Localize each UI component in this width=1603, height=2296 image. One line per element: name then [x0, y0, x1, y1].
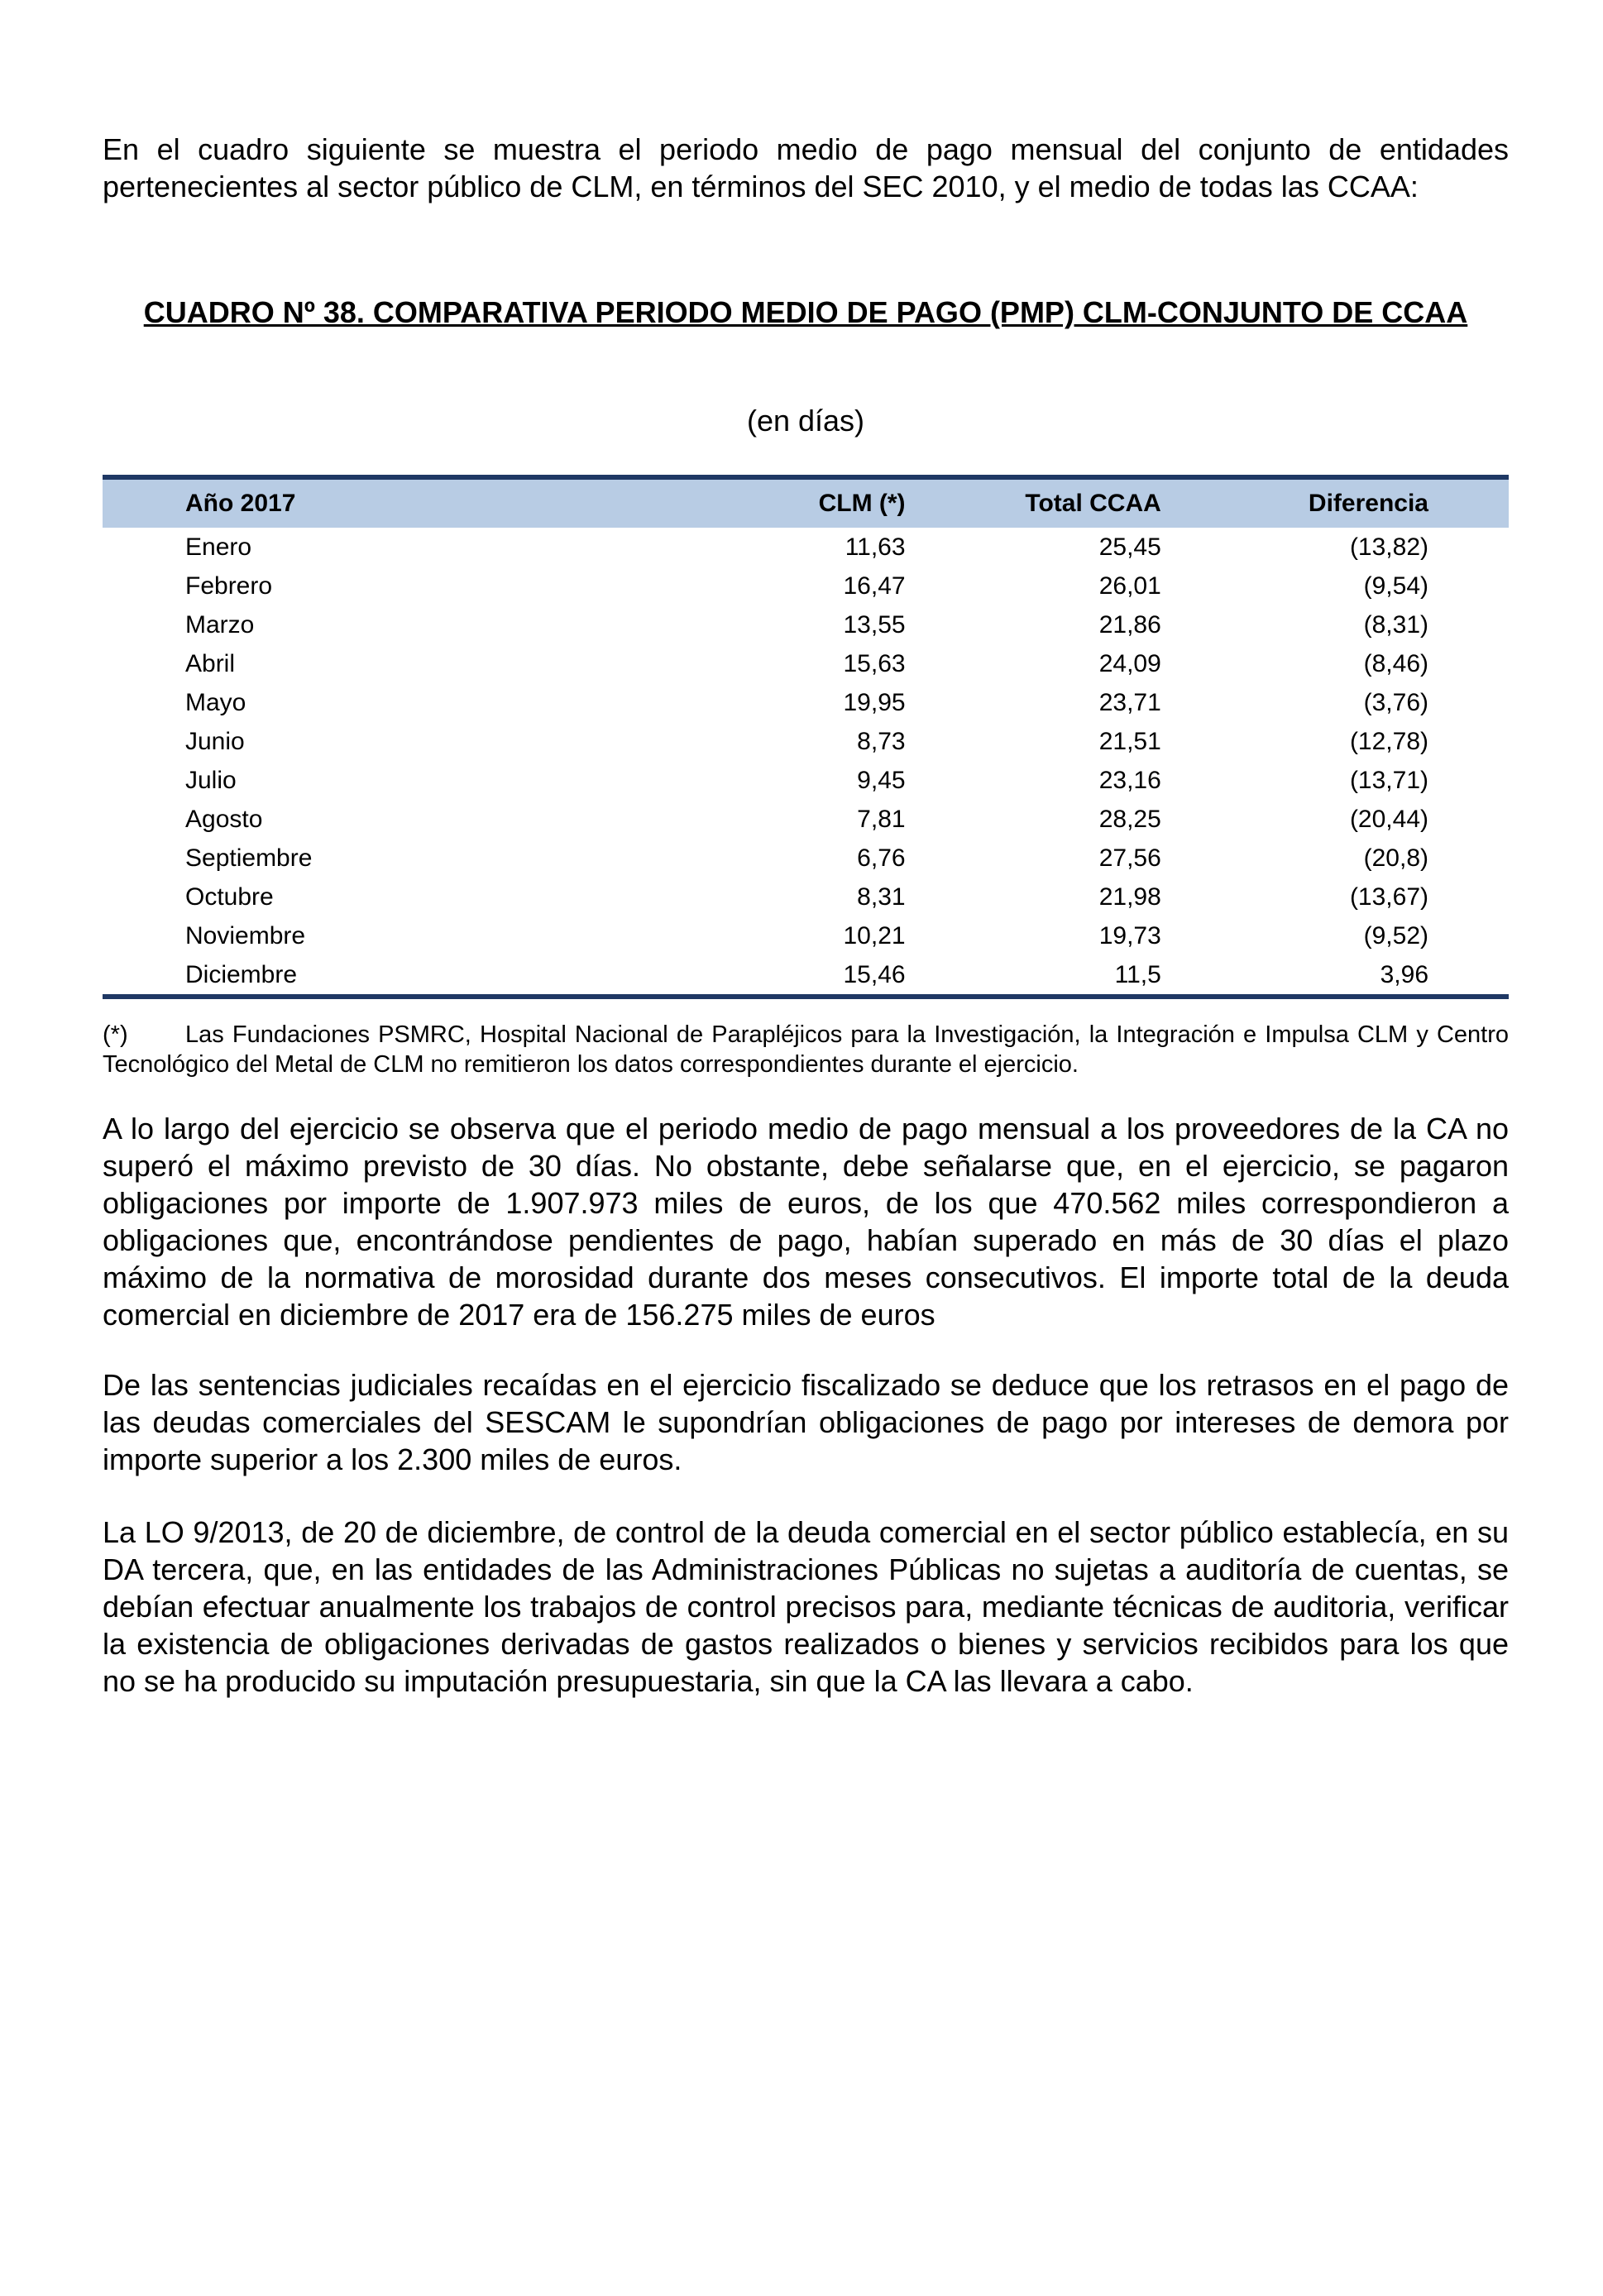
row-month: Julio: [185, 766, 237, 794]
table-row: [103, 644, 1509, 683]
row-diferencia: (9,52): [1363, 921, 1428, 949]
row-diferencia: (3,76): [1363, 688, 1428, 716]
row-month: Febrero: [185, 572, 273, 600]
row-month: Junio: [185, 727, 245, 755]
row-month: Agosto: [185, 805, 263, 833]
body-paragraph-3: La LO 9/2013, de 20 de diciembre, de control de la deuda comercial en el sector público establecía, en su DA tercera, que, en las entidades de las Administraciones Públicas no sujetas a auditoría de cuentas, se debían efectuar anualmente los trabajos de control precisos para, mediante técnicas de auditoria, verificar la existencia de obligaciones derivadas de gastos realizados o bienes y servicios recibidos para los que no se ha producido su imputación presupuestaria, sin que la CA las llevara a cabo.: [103, 1515, 1509, 1698]
body-paragraph-1: A lo largo del ejercicio se observa que el periodo medio de pago mensual a los proveedores de la CA no superó el máximo previsto de 30 días. No obstante, debe señalarse que, en el ejercicio, se pagaron obligaciones por importe de 1.907.973 miles de euros, de los que 470.562 miles correspondieron a obligaciones que, encontrándose pendientes de pago, habían superado en más de 30 días el plazo máximo de la normativa de morosidad durante dos meses consecutivos. El importe total de la deuda comercial en diciembre de 2017 era de 156.275 miles de euros: [103, 1112, 1509, 1332]
table-row: [103, 878, 1509, 916]
row-total-ccaa: 21,51: [1098, 727, 1161, 755]
row-total-ccaa: 24,09: [1098, 649, 1161, 677]
row-clm: 19,95: [843, 688, 906, 716]
row-month: Marzo: [185, 610, 255, 639]
row-clm: 10,21: [843, 921, 906, 949]
row-clm: 11,63: [845, 533, 906, 561]
table-title: CUADRO Nº 38. COMPARATIVA PERIODO MEDIO DE PAGO (PMP) CLM-CONJUNTO DE CCAA: [143, 295, 1468, 329]
table-header-row: [103, 477, 1509, 528]
intro-paragraph: En el cuadro siguiente se muestra el periodo medio de pago mensual del conjunto de entidades pertenecientes al sector público de CLM, en términos del SEC 2010, y el medio de todas las CCAA:: [103, 132, 1509, 203]
table-row: [103, 916, 1509, 955]
row-diferencia: (13,67): [1349, 883, 1428, 911]
row-total-ccaa: 26,01: [1098, 572, 1161, 600]
row-month: Septiembre: [185, 844, 313, 872]
table-row: [103, 761, 1509, 800]
table-row: [103, 683, 1509, 722]
table-subtitle: (en días): [746, 404, 865, 438]
row-diferencia: (13,82): [1349, 533, 1428, 561]
table-row: [103, 528, 1509, 567]
row-clm: 9,45: [857, 766, 906, 794]
table-row: [103, 605, 1509, 644]
row-total-ccaa: 23,16: [1098, 766, 1161, 794]
row-clm: 8,73: [857, 727, 906, 755]
row-total-ccaa: 27,56: [1098, 844, 1161, 872]
table-row: [103, 839, 1509, 878]
row-total-ccaa: 21,86: [1098, 610, 1161, 639]
header-year: Año 2017: [103, 477, 620, 528]
row-clm: 16,47: [843, 572, 906, 600]
row-diferencia: (12,78): [1349, 727, 1428, 755]
header-total-ccaa: Total CCAA: [906, 477, 1161, 528]
row-diferencia: (9,54): [1363, 572, 1428, 600]
row-month: Abril: [185, 649, 236, 677]
row-month: Diciembre: [103, 955, 620, 997]
row-total-ccaa: 11,5: [906, 955, 1161, 997]
table-row: [103, 722, 1509, 761]
row-clm: 13,55: [843, 610, 906, 639]
body-paragraph-2: De las sentencias judiciales recaídas en el ejercicio fiscalizado se deduce que los retrasos en el pago de las deudas comerciales del SESCAM le supondrían obligaciones de pago por intereses de demora por importe superior a los 2.300 miles de euros.: [103, 1368, 1509, 1476]
row-total-ccaa: 28,25: [1098, 805, 1161, 833]
row-month: Mayo: [185, 688, 246, 716]
table-row: [103, 955, 1509, 997]
row-clm: 7,81: [857, 805, 906, 833]
table-footnote: [103, 1020, 1509, 1079]
row-total-ccaa: 23,71: [1098, 688, 1161, 716]
row-clm: 15,46: [620, 955, 906, 997]
row-diferencia: 3,96: [1161, 955, 1509, 997]
row-diferencia: (8,46): [1363, 649, 1428, 677]
footnote-mark: (*): [103, 1021, 128, 1048]
row-month: Enero: [185, 533, 252, 561]
table-row: [103, 800, 1509, 839]
row-total-ccaa: 19,73: [1098, 921, 1161, 949]
row-diferencia: (13,71): [1349, 766, 1428, 794]
footnote-text: Las Fundaciones PSMRC, Hospital Nacional de Parapléjicos para la Investigación, la Integración e Impulsa CLM y Centro Tecnológico del Metal de CLM no remitieron los datos correspondientes durante el ejercicio.: [103, 1021, 1509, 1078]
row-diferencia: (8,31): [1363, 610, 1428, 639]
pmp-table: [103, 475, 1509, 999]
row-month: Noviembre: [185, 921, 306, 949]
row-total-ccaa: 21,98: [1098, 883, 1161, 911]
row-clm: 8,31: [857, 883, 906, 911]
row-diferencia: (20,44): [1349, 805, 1428, 833]
row-clm: 6,76: [857, 844, 906, 872]
row-total-ccaa: 25,45: [1098, 533, 1161, 561]
row-month: Octubre: [185, 883, 274, 911]
header-clm: CLM (*): [620, 477, 906, 528]
header-diferencia: Diferencia: [1161, 477, 1509, 528]
row-diferencia: (20,8): [1363, 844, 1428, 872]
row-clm: 15,63: [843, 649, 906, 677]
table-row: [103, 567, 1509, 605]
